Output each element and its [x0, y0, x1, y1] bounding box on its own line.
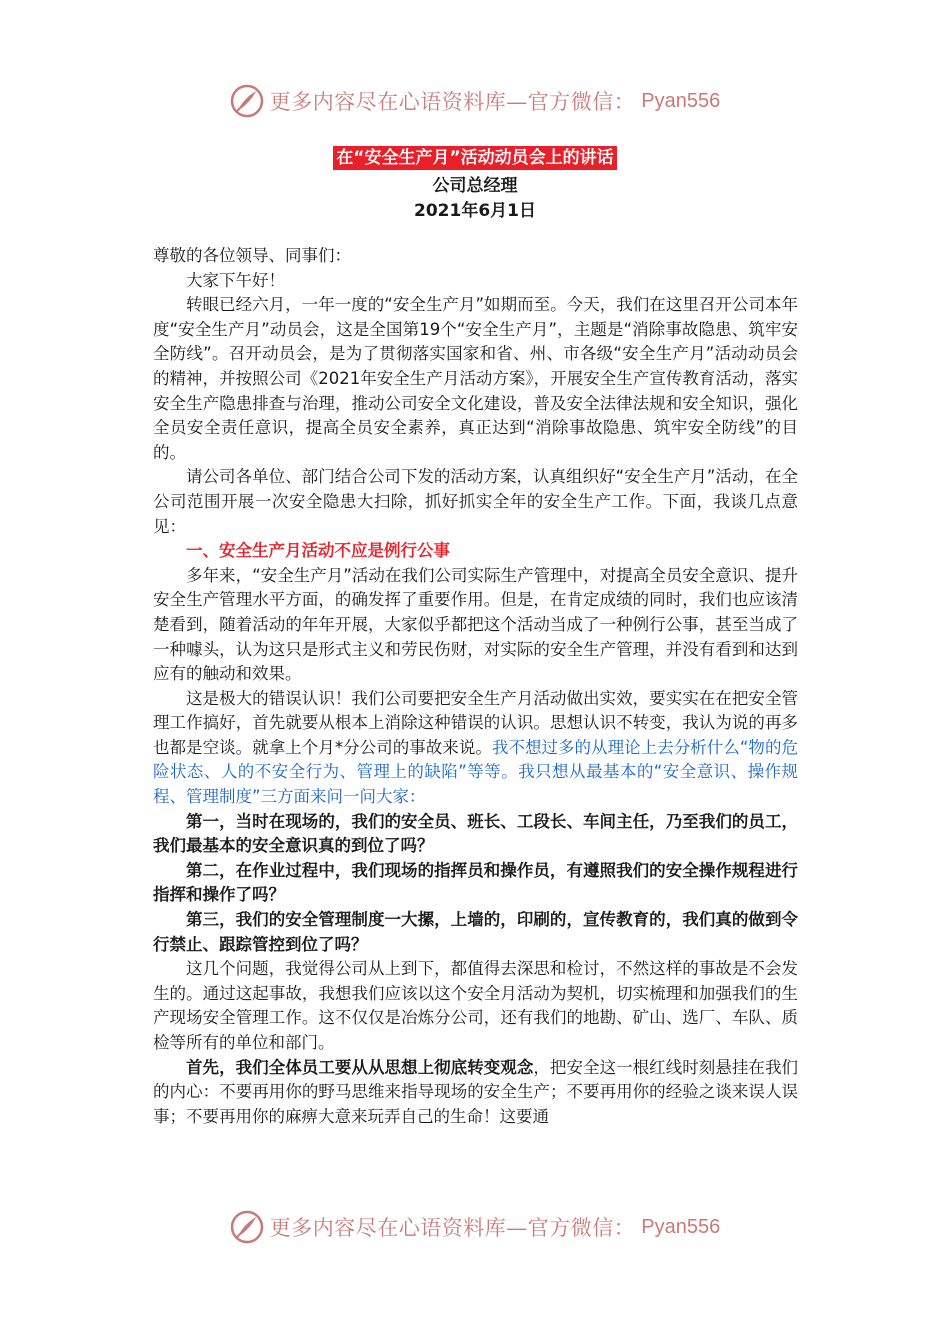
paragraph-request: 请公司各单位、部门结合公司下发的活动方案，认真组织好“安全生产月”活动，在全公司范围开展一次安全隐患大扫除，抓好抓实全年的安全生产工作。下面，我谈几点意见：: [153, 467, 798, 536]
banner-wechat: Pyan556: [641, 1215, 721, 1238]
paragraph-reflection: 这几个问题，我觉得公司从上到下，都值得去深思和检讨，不然这样的事故是不会发生的。通过这起事故，我想我们应该以这个安全月活动为契机，切实梳理和加强我们的生产现场安全管理工作。这不仅仅是冶炼分公司，还有我们的地勘、矿山、选厂、车队、质检等所有的单位和部门。: [153, 959, 798, 1052]
speech-body: [153, 244, 798, 1129]
banner-wechat: Pyan556: [641, 89, 721, 112]
speech-date: 2021年6月1日: [414, 201, 536, 221]
first-point-lead: 首先，我们全体员工要从从思想上彻底转变观念: [186, 1057, 534, 1077]
paragraph-first-point: [153, 1056, 798, 1130]
speaker: 公司总经理: [432, 176, 518, 196]
quill-logo-icon: [230, 84, 264, 118]
banner-text: 更多内容尽在心语资料库—官方微信：: [269, 1216, 636, 1240]
paragraph-questions-intro: 我不想过多的从理论上去分析什么“物的危险状态、人的不安全行为、管理上的缺陷”等等。我只想从最基本的“安全意识、操作规程、管理制度”三方面来问一问大家：: [153, 737, 798, 807]
salutation: 尊敬的各位领导、同事们：: [153, 246, 351, 265]
section-heading-1: 一、安全生产月活动不应是例行公事: [186, 541, 450, 561]
title-block: [0, 146, 950, 170]
question-3: 第三，我们的安全管理制度一大摞，上墙的，印刷的，宣传教育的，我们真的做到令行禁止、跟踪管控到位了吗？: [153, 910, 798, 954]
paragraph-misconception-text: 这是极大的错误认识！我们公司要把安全生产月活动做出实效，要实实在在把安全管理工作搞好，首先就要从根本上消除这种错误的认识。思想认识不转变，我认为说的再多也都是空谈。就拿上个月*分公司的事故来说。: [153, 688, 798, 757]
quill-logo-icon: [230, 1210, 264, 1244]
document-title: 在“安全生产月”活动动员会上的讲话: [333, 146, 616, 170]
first-point-text: ，把安全这一根红线时刻悬挂在我们的内心：不要再用你的野马思维来指导现场的安全生产；不要再用你的经验之谈来误人误事；不要再用你的麻痹大意来玩弄自己的生命！这要通: [153, 1057, 799, 1126]
top-banner: [0, 84, 950, 118]
paragraph-misconception: [153, 687, 798, 810]
paragraph-background: 多年来，“安全生产月”活动在我们公司实际生产管理中，对提高全员安全意识、提升安全生产管理水平方面，的确发挥了重要作用。但是，在肯定成绩的同时，我们也应该清楚看到，随着活动的年年开展，大家似乎都把这个活动当成了一种例行公事，甚至当成了一种噱头，认为这只是形式主义和劳民伤财，对实际的安全生产管理，并没有看到和达到应有的触动和效果。: [153, 565, 798, 684]
paragraph-intro: 转眼已经六月，一年一度的“安全生产月”如期而至。今天，我们在这里召开公司本年度“安全生产月”动员会，这是全国第19个“安全生产月”，主题是“消除事故隐患、筑牢安全防线”。召开动员会，是为了贯彻落实国家和省、州、市各级“安全生产月”活动动员会的精神，并按照公司《2021年安全生产月活动方案》，开展安全生产宣传教育活动，落实安全生产隐患排查与治理，推动公司安全文化建设，普及安全法律法规和安全知识，强化全员安全责任意识，提高全员安全素养，真正达到“消除事故隐患、筑牢安全防线”的目的。: [153, 295, 798, 462]
banner-text: 更多内容尽在心语资料库—官方微信：: [269, 90, 636, 114]
question-1: 第一，当时在现场的，我们的安全员、班长、工段长、车间主任，乃至我们的员工，我们最基本的安全意识真的到位了吗？: [153, 811, 798, 856]
question-2: 第二，在作业过程中，我们现场的指挥员和操作员，有遵照我们的安全操作规程进行指挥和操作了吗？: [153, 860, 798, 905]
greeting: 大家下午好！: [186, 270, 285, 290]
bottom-banner: [0, 1210, 950, 1244]
